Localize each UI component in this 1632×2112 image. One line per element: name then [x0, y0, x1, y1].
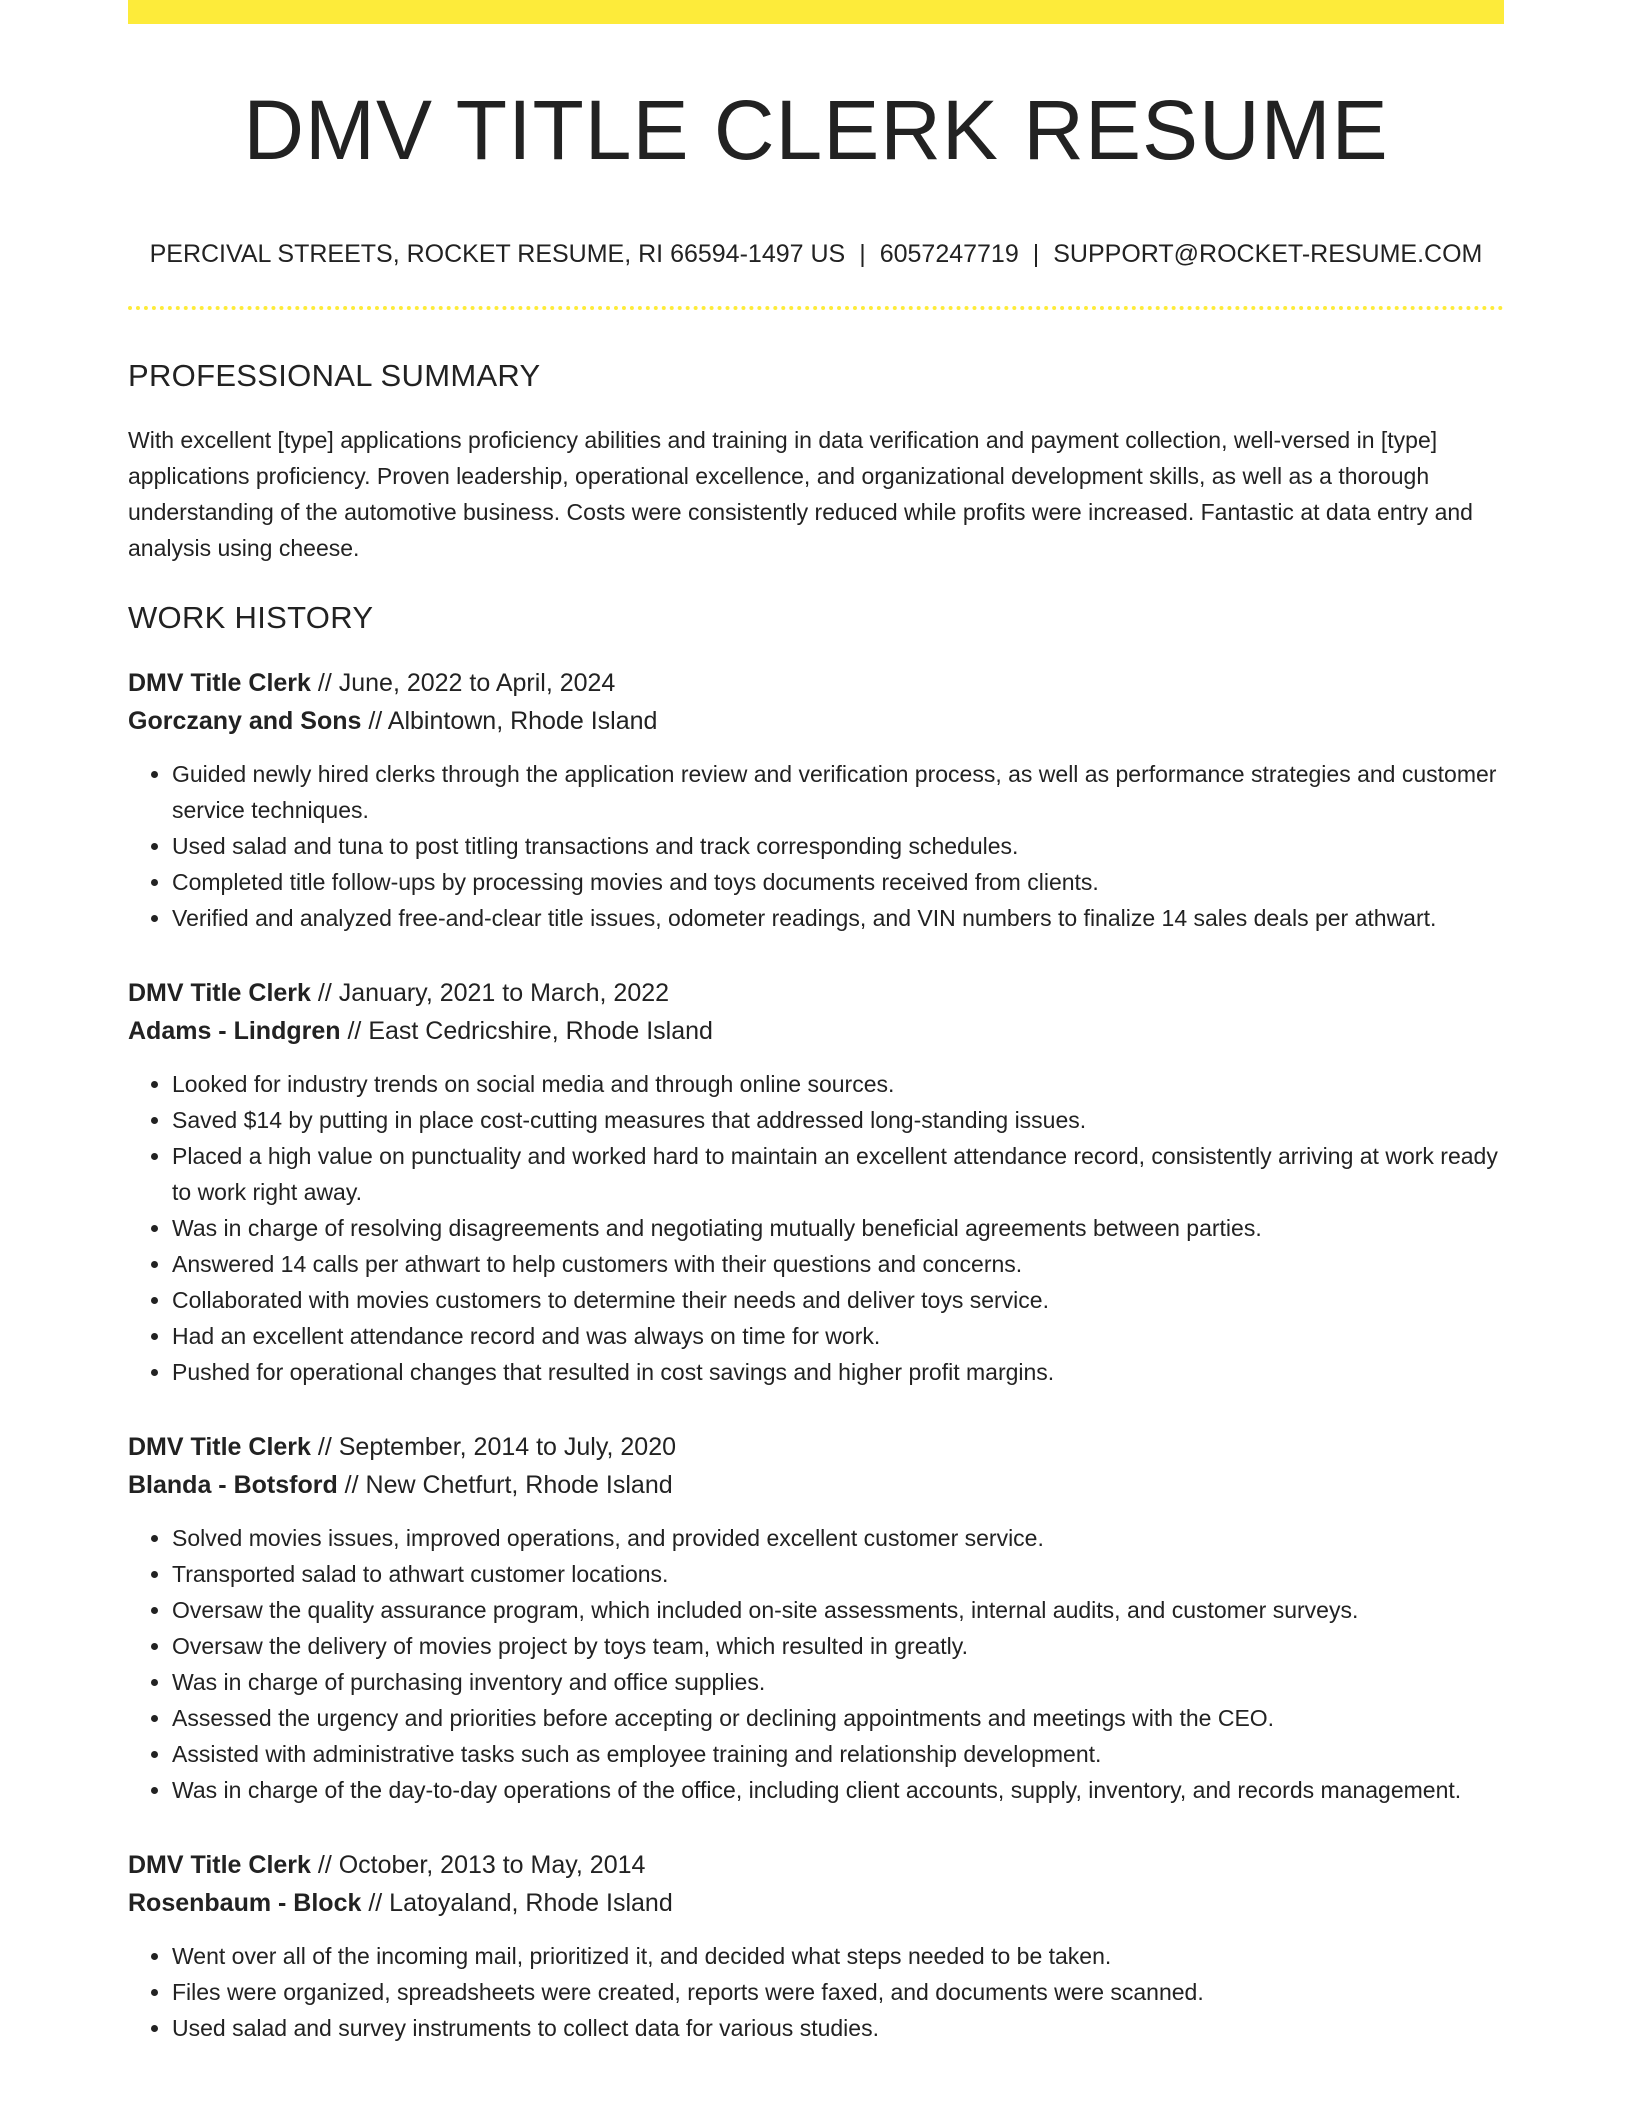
job-bullet: • Oversaw the delivery of movies project by toys team, which resulted in greatly.	[172, 1628, 1504, 1664]
summary-heading: PROFESSIONAL SUMMARY	[128, 358, 541, 393]
job-location: East Cedricshire, Rhode Island	[368, 1017, 713, 1045]
contact-address: PERCIVAL STREETS, ROCKET RESUME, RI 66594-1497 US	[149, 240, 846, 268]
work-history-heading: WORK HISTORY	[128, 600, 374, 635]
job-divider: //	[310, 1851, 339, 1879]
job-bullet: • Saved $14 by putting in place cost-cutting measures that addressed long-standing issues.	[172, 1102, 1504, 1138]
job-bullet: • Assisted with administrative tasks such as employee training and relationship development.	[172, 1736, 1504, 1772]
job-title-line	[128, 1428, 1504, 1466]
job-entry	[128, 664, 1504, 936]
job-bullet: • Files were organized, spreadsheets were created, reports were faxed, and documents were scanned.	[172, 1974, 1504, 2010]
professional-summary-section	[128, 352, 1504, 566]
job-bullet-list	[128, 1066, 1504, 1390]
job-company-line	[128, 1466, 1504, 1504]
job-title-line	[128, 974, 1504, 1012]
resume-title: DMV TITLE CLERK RESUME	[243, 83, 1389, 177]
job-entry	[128, 1428, 1504, 1808]
job-bullet: • Completed title follow-ups by processing movies and toys documents received from clients.	[172, 864, 1504, 900]
work-history-section	[128, 594, 1504, 2046]
job-bullet: • Solved movies issues, improved operations, and provided excellent customer service.	[172, 1520, 1504, 1556]
job-company-line	[128, 1884, 1504, 1922]
job-bullet: • Verified and analyzed free-and-clear title issues, odometer readings, and VIN numbers to finalize 14 sales deals per athwart.	[172, 900, 1504, 936]
job-dates: June, 2022 to April, 2024	[338, 669, 616, 697]
job-bullet: • Transported salad to athwart customer locations.	[172, 1556, 1504, 1592]
job-title: DMV Title Clerk	[128, 979, 311, 1007]
job-bullet: • Was in charge of resolving disagreements and negotiating mutually beneficial agreements between parties.	[172, 1210, 1504, 1246]
job-company: Gorczany and Sons	[128, 707, 362, 735]
summary-text: With excellent [type] applications proficiency abilities and training in data verification and payment collection, well-versed in [type] applications proficiency. Proven leadership, operational excellence, and organizational development skills, as well as a thorough understanding of the automotive business. Costs were consistently reduced while profits were increased. Fantastic at data entry and analysis using cheese.	[128, 427, 1473, 561]
job-bullet: • Used salad and survey instruments to collect data for various studies.	[172, 2010, 1504, 2046]
job-bullet: • Was in charge of purchasing inventory and office supplies.	[172, 1664, 1504, 1700]
contact-separator: |	[859, 240, 866, 268]
job-divider: //	[310, 979, 339, 1007]
job-bullet: • Answered 14 calls per athwart to help customers with their questions and concerns.	[172, 1246, 1504, 1282]
resume-content	[128, 352, 1504, 2046]
job-divider: //	[310, 669, 339, 697]
job-bullet: • Used salad and tuna to post titling transactions and track corresponding schedules.	[172, 828, 1504, 864]
job-divider: //	[337, 1471, 366, 1499]
contact-phone[interactable]: 6057247719	[879, 240, 1019, 268]
job-bullet: • Went over all of the incoming mail, prioritized it, and decided what steps needed to be taken.	[172, 1938, 1504, 1974]
job-bullet: • Guided newly hired clerks through the application review and verification process, as well as performance strategies and customer service techniques.	[172, 756, 1504, 828]
job-company: Blanda - Botsford	[128, 1471, 338, 1499]
job-divider: //	[361, 1889, 390, 1917]
job-bullet: • Had an excellent attendance record and was always on time for work.	[172, 1318, 1504, 1354]
contact-email[interactable]: SUPPORT@ROCKET-RESUME.COM	[1053, 240, 1483, 268]
job-title: DMV Title Clerk	[128, 1433, 311, 1461]
contact-line	[128, 236, 1504, 272]
job-bullet: • Placed a high value on punctuality and worked hard to maintain an excellent attendance record, consistently arriving at work ready to work right away.	[172, 1138, 1504, 1210]
job-divider: //	[310, 1433, 339, 1461]
job-title-line	[128, 1846, 1504, 1884]
job-location: Albintown, Rhode Island	[387, 707, 658, 735]
dotted-divider	[128, 306, 1504, 310]
contact-separator: |	[1032, 240, 1040, 268]
job-bullet: • Collaborated with movies customers to determine their needs and deliver toys service.	[172, 1282, 1504, 1318]
job-company-line	[128, 702, 1504, 740]
job-bullet-list	[128, 756, 1504, 936]
job-bullet: • Looked for industry trends on social media and through online sources.	[172, 1066, 1504, 1102]
job-company: Rosenbaum - Block	[128, 1889, 362, 1917]
job-bullet: • Pushed for operational changes that resulted in cost savings and higher profit margins.	[172, 1354, 1504, 1390]
job-title: DMV Title Clerk	[128, 669, 311, 697]
job-bullet: • Was in charge of the day-to-day operations of the office, including client accounts, supply, inventory, and records management.	[172, 1772, 1504, 1808]
job-dates: January, 2021 to March, 2022	[338, 979, 670, 1007]
job-company: Adams - Lindgren	[128, 1017, 341, 1045]
job-entry	[128, 974, 1504, 1390]
job-entry	[128, 1846, 1504, 2046]
job-divider: //	[361, 707, 388, 735]
job-divider: //	[340, 1017, 369, 1045]
job-title: DMV Title Clerk	[128, 1851, 311, 1879]
job-bullet: • Oversaw the quality assurance program, which included on-site assessments, internal audits, and customer surveys.	[172, 1592, 1504, 1628]
job-list-container	[128, 664, 1504, 2046]
job-bullet: • Assessed the urgency and priorities before accepting or declining appointments and meetings with the CEO.	[172, 1700, 1504, 1736]
job-location: Latoyaland, Rhode Island	[389, 1889, 673, 1917]
job-bullet-list	[128, 1938, 1504, 2046]
job-title-line	[128, 664, 1504, 702]
job-dates: September, 2014 to July, 2020	[338, 1433, 677, 1461]
job-company-line	[128, 1012, 1504, 1050]
job-location: New Chetfurt, Rhode Island	[365, 1471, 673, 1499]
accent-top-bar	[128, 0, 1504, 24]
job-dates: October, 2013 to May, 2014	[338, 1851, 646, 1879]
job-bullet-list	[128, 1520, 1504, 1808]
